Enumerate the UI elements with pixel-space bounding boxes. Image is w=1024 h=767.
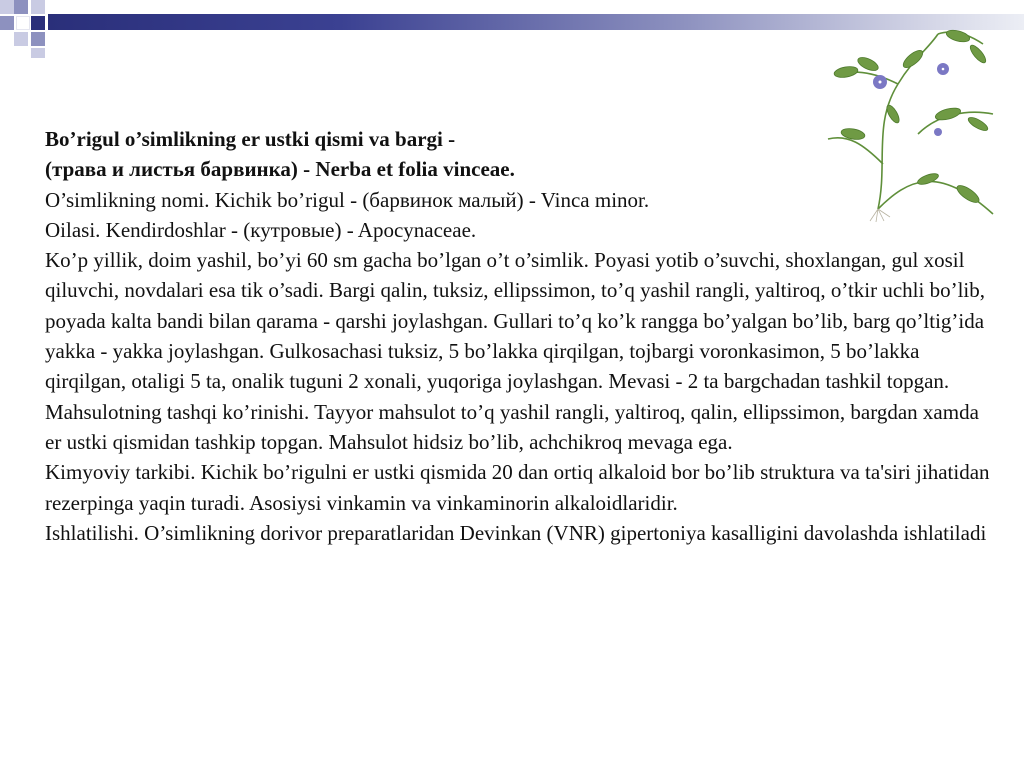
- chemistry-paragraph: Kimyoviy tarkibi. Kichik bo’rigulni er ustki qismida 20 dan ortiq alkaloid bor bo’lib struktura va ta'siri jihatidan rezerpinga yaqin turadi. Asosiysi vinkamin va vinkaminorin alkaloidlaridir.: [45, 460, 990, 515]
- appearance-paragraph: Mahsulotning tashqi ko’rinishi. Tayyor mahsulot to’q yashil rangli, yaltiroq, qalin, ellipssimon, bargdan xamda er ustki qismidan tashkip topgan. Mahsulot hidsiz bo’lib, achchikroq mevaga ega.: [45, 399, 979, 454]
- deco-square: [31, 16, 45, 30]
- description-paragraph: Ko’p yillik, doim yashil, bo’yi 60 sm gacha bo’lgan o’t o’simlik. Poyasi yotib o’suvchi, shoxlangan, gul xosil qiluvchi, novdalari esa tik o’sadi. Bargi qalin, tuksiz, ellipssimon, to’q yashil rangli, yaltiroq, o’tkir uchli bo’lib, poyada kalta bandi bilan qarama - qarshi joylashgan. Gullari to’q ko’k rangga bo’yalgan bo’lib, barg qo’ltig’ida yakka - yakka joylashgan. Gulkosachasi tuksiz, 5 bo’lakka qirqilgan, tojbargi voronkasimon, 5 bo’lakka qirqilgan, otaligi 5 ta, onalik tuguni 2 xonali, yuqoriga joylashgan. Mevasi - 2 ta bargchadan tashkil topgan.: [45, 248, 986, 394]
- deco-square: [31, 32, 45, 46]
- deco-square: [31, 48, 45, 58]
- deco-square: [14, 0, 28, 14]
- title-line-1: Bo’rigul o’simlikning er ustki qismi va bargi -: [45, 127, 456, 151]
- title-line-2: (трава и листья барвинка) - Nerba et folia vinceae.: [45, 157, 515, 182]
- deco-square: [14, 32, 28, 46]
- deco-square: [0, 16, 14, 30]
- slide-content: [45, 124, 990, 548]
- plant-name-paragraph: O’simlikning nomi. Kichik bo’rigul - (барвинок малый) - Vinca minor.: [45, 187, 650, 212]
- deco-square: [0, 0, 14, 14]
- usage-paragraph: Ishlatilishi. O’simlikning dorivor preparatlaridan Devinkan (VNR) gipertoniya kasalligini davolashda ishlatiladi: [45, 520, 987, 545]
- family-paragraph: Oilasi. Kendirdoshlar - (кутровые) - Apocynaceae.: [45, 217, 477, 242]
- deco-square: [16, 16, 30, 30]
- deco-square: [31, 0, 45, 14]
